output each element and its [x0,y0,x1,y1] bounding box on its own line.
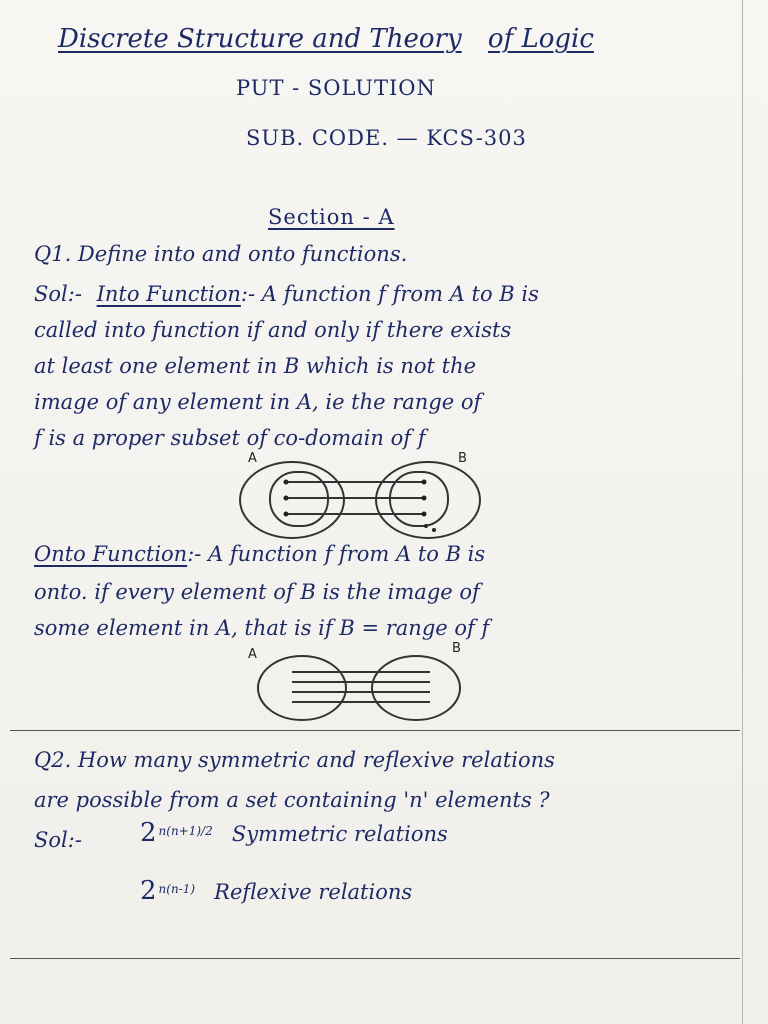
page-subtitle: PUT - SOLUTION [236,76,436,100]
into-line-4: f is a proper subset of co-domain of f [34,426,426,450]
onto-set-b [372,656,460,720]
reflexive-exponent: n(n-1) [158,881,196,896]
onto-set-a [258,656,346,720]
onto-first-line [34,542,485,566]
into-line-1: called into function if and only if there exists [34,318,512,342]
symmetric-label: Symmetric relations [231,822,448,846]
onto-label-a: A [248,647,257,662]
page-title [58,24,594,54]
symmetric-exponent: n(n+1)/2 [158,823,213,838]
onto-function-term: Onto Function [34,542,188,566]
onto-line-2: some element in A, that is if B = range of f [34,616,490,640]
title-right: of Logic [487,24,594,54]
into-label-a: A [248,451,257,466]
onto-line-0: :- A function f from A to B is [187,542,486,566]
onto-label-b: B [452,641,461,656]
margin-line [742,0,743,1024]
title-left: Discrete Structure and Theory [58,24,462,54]
reflexive-base: 2 [140,876,157,906]
subject-code: SUB. CODE. — KCS-303 [246,126,527,150]
q1-sol-prefix: Sol:- [34,282,82,306]
into-label-b: B [458,451,467,466]
symmetric-base: 2 [140,818,157,848]
unmapped-element [424,524,428,528]
section-heading: Section - A [268,205,395,229]
divider-rule-2 [10,958,740,959]
into-line-3: image of any element in A, ie the range of [34,390,482,414]
q2-sol-prefix: Sol:- [34,828,82,852]
q2-line-0: Q2. How many symmetric and reflexive relations [34,748,555,772]
q1-into-first-line [34,282,539,306]
into-function-diagram [230,448,500,548]
symmetric-formula [140,818,448,848]
reflexive-formula [140,876,412,906]
q1-question: Q1. Define into and onto functions. [34,242,408,266]
into-function-term: Into Function [96,282,241,306]
into-line-2: at least one element in B which is not the [34,354,477,378]
divider-rule-1 [10,730,740,731]
onto-function-diagram [240,640,490,730]
q2-line-1: are possible from a set containing 'n' elements ? [34,788,550,812]
reflexive-label: Reflexive relations [214,880,413,904]
onto-line-1: onto. if every element of B is the image of [34,580,480,604]
into-line-0: :- A function f from A to B is [240,282,539,306]
